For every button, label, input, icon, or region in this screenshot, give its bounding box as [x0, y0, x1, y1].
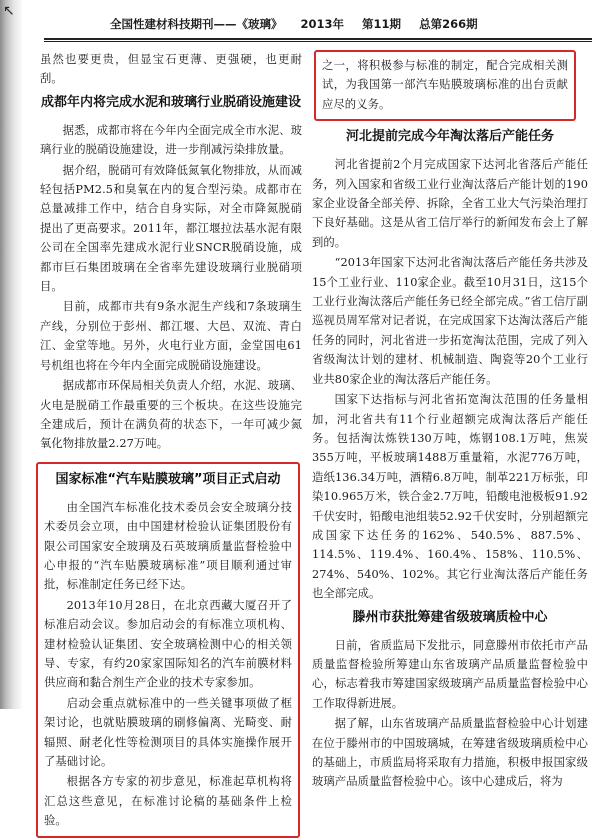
article-paragraph: 据介绍，脱硝可有效降低氮氧化物排放，从而减轻包括PM2.5和臭氧在内的复合型污染。成都市在总量减排工作中，结合自身实际，对全市降氮脱硝提出了更高要求。2011年，都江堰拉法基水泥有限公司在全国率先建成水泥行业SNCR脱硝设施，成都市巨石集团玻璃在全省率先建设玻璃行业脱硝项目。	[40, 163, 302, 294]
article-chengdu-denitration	[40, 93, 302, 454]
article-title: 河北提前完成今年淘汰落后产能任务	[345, 129, 554, 145]
previous-article-ending: 虽然也要更贵，但显宝石更薄、更强硬，也更耐刮。	[40, 53, 302, 86]
right-column	[312, 50, 588, 793]
article-paragraph: 目前，成都市共有9条水泥生产线和7条玻璃生产线，分别位于彭州、都江堰、大邑、双流、青白江、金堂等地。另外，火电行业方面，金堂国电61号机组也将在今年内全面完成脱硝设施建设。	[40, 300, 302, 372]
header-rule	[44, 38, 592, 40]
article-paragraph: 据成都市环保局相关负责人介绍，水泥、玻璃、火电是脱硝工作最重要的三个板块。在这些设施完全建成后，预计在满负荷的状态下，一年可减少氮氧化物排放量2.27万吨。	[40, 379, 302, 451]
article-paragraph: 由全国汽车标准化技术委员会安全玻璃分技术委员会立项，由中国建材检验认证集团股份有限公司国家安全玻璃及石英玻璃质量监督检验中心申报的“汽车贴膜玻璃标准”项目顺利通过审批，标准制定任务已经下达。	[44, 500, 292, 592]
journal-issue: 第11期	[362, 17, 402, 31]
article-tengzhou-glass-center	[312, 608, 588, 792]
article-paragraph: “2013年国家下达河北省淘汰落后产能任务共涉及15个工业行业、110家企业。截至10月31日，这15个工业行业淘汰落后产能任务已经全部完成。”省工信厅副巡视员周军常对记者说，在完成国家下达淘汰落后产能任务的同时，河北省进一步拓宽淘汰范围，完成了列入省级淘汰计划的建材、机械制造、陶瓷等20个工业行业共80家企业的淘汰落后产能任务。	[312, 256, 588, 386]
left-column	[40, 50, 302, 838]
journal-total-issue: 总第266期	[419, 17, 478, 31]
highlighted-continuation	[314, 50, 576, 121]
corner-arrow-icon: ↖	[3, 3, 15, 19]
page-gutter-shadow	[0, 0, 22, 709]
article-paragraph: 据悉，成都市将在今年内全面完成全市水泥、玻璃行业的脱硝设施建设，进一步削减污染排放量。	[40, 123, 302, 157]
highlighted-article-car-film-glass	[36, 462, 300, 838]
article-hebei-capacity	[312, 127, 588, 603]
article-paragraph: 河北省提前2个月完成国家下达河北省落后产能任务，列入国家和省级工业行业淘汰落后产能计划的190家企业设备全部关停、拆除，全省工业大气污染治理打下良好基础。这是从省工信厅举行的新闻发布会上了解到的。	[312, 158, 588, 249]
article-paragraph: 日前，省质监局下发批示，同意滕州市依托市产品质量监督检验所筹建山东省玻璃产品质量监督检验中心，标志着我市筹建国家级玻璃产品质量监督检验中心工作取得新进展。	[312, 638, 588, 710]
article-paragraph: 根据各方专家的初步意见，标准起草机构将汇总这些意见，在标准讨论稿的基础条件上检验。	[44, 775, 292, 828]
article-paragraph: 据了解，山东省玻璃产品质量监督检验中心计划建在位于滕州市的中国玻璃城，在筹建省级玻璃质检中心的基础上，市质监局将采取有力措施，积极申报国家级玻璃产品质量监督检验中心。该中心建成后，将为	[312, 717, 588, 789]
article-title: 成都年内将完成水泥和玻璃行业脱硝设施建设	[40, 94, 301, 110]
article-paragraph: 国家下达指标与河北省拓宽淘汰范围的任务量相加，河北省共有11个行业超额完成淘汰落后产能任务。包括淘汰炼铁130万吨，炼钢108.1万吨，焦炭355万吨，平板玻璃1488万重量箱，水泥776万吨，造纸136.34万吨，酒精6.8万吨，制革221万标张，印染10.965万米，铁合金2.7万吨，铅酸电池极板91.92千伏安时，铅酸电池组装52.92千伏安时，分别超额完成国家下达任务的162%、540.5%、887.5%、114.5%、119.4%、160.4%、158%、110.5%、274%、540%、102%。其它行业淘汰落后产能任务也全部完成。	[312, 393, 588, 601]
continuation-paragraph: 之一，将积极参与标准的制定，配合完成相关测试，为我国第一部汽车贴膜玻璃标准的出台贡献应尽的义务。	[322, 59, 568, 111]
journal-year: 2013年	[300, 17, 345, 31]
header-rule-thin	[44, 41, 592, 42]
journal-name: 全国性建材科技期刊——《玻璃》	[110, 17, 283, 31]
article-title: 滕州市获批筹建省级玻璃质检中心	[352, 609, 548, 625]
article-paragraph: 2013年10月28日，在北京西藏大厦召开了标准启动会议。参加启动会的有标准立项机构、建材检验认证集团、安全玻璃检测中心的相关领导、专家，有约20家家国际知名的汽车前膜材料供应商和黏合剂生产企业的技术专家参加。	[44, 598, 292, 690]
page-header	[110, 16, 570, 36]
article-title: 国家标准“汽车贴膜玻璃”项目正式启动	[55, 471, 281, 487]
article-paragraph: 启动会重点就标准中的一些关键事项做了框架讨论，也就贴膜玻璃的刷修偏离、光畸变、耐辐照、耐老化性等检测项目的具体实施操作展开了基础讨论。	[44, 696, 292, 768]
